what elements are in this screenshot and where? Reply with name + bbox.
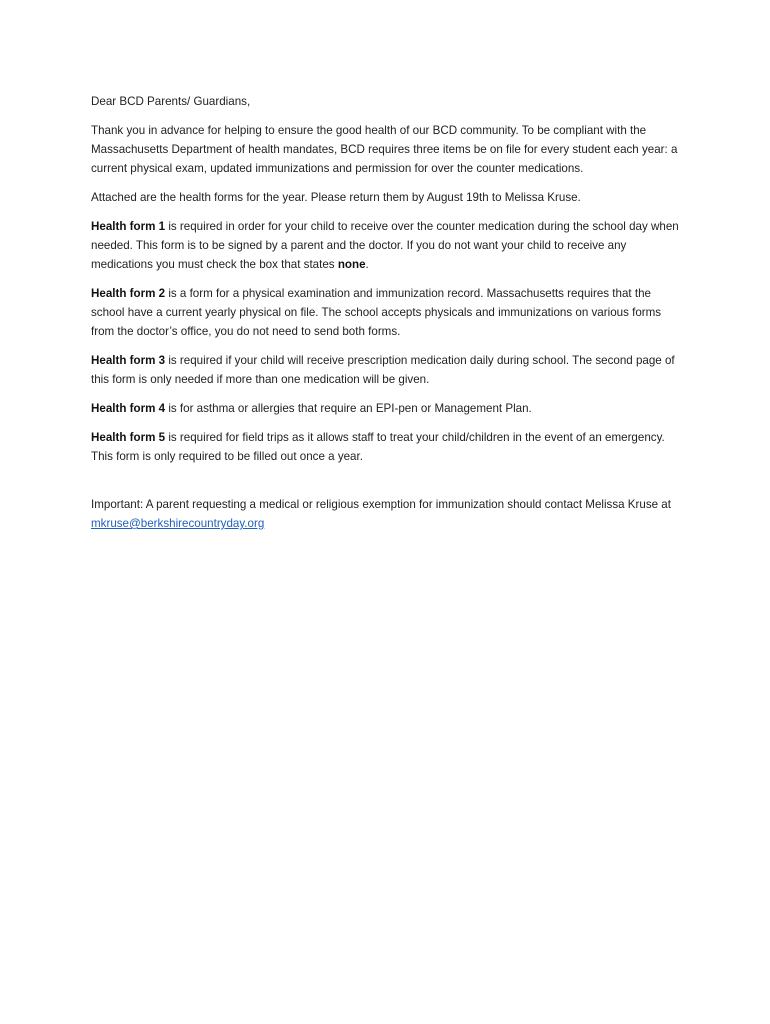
health-form-3-text: is required if your child will receive prescription medication daily during school. The second page of this form is only needed if more than one medication will be given. xyxy=(91,354,675,386)
health-form-2-paragraph xyxy=(91,284,686,341)
health-form-4-paragraph xyxy=(91,399,686,418)
health-form-3-paragraph xyxy=(91,351,686,389)
health-form-5-text: is required for field trips as it allows staff to treat your child/children in the event of an emergency. This form is only required to be filled out once a year. xyxy=(91,431,665,463)
email-link[interactable]: mkruse@berkshirecountryday.org xyxy=(91,517,265,530)
health-form-1-emphasis: none xyxy=(337,258,366,271)
health-form-5-paragraph xyxy=(91,428,686,466)
health-form-1-text: is required in order for your child to receive over the counter medication during the school day when needed. This form is to be signed by a parent and the doctor. If you do not want your child to receive any medications you must check the box that states xyxy=(91,220,679,271)
letter-body xyxy=(91,92,686,543)
health-form-5-label: Health form 5 xyxy=(91,431,166,444)
important-paragraph xyxy=(91,495,686,533)
intro-paragraph: Thank you in advance for helping to ensure the good health of our BCD community. To be compliant with the Massachusetts Department of health mandates, BCD requires three items be on file for every student each year: a current physical exam, updated immunizations and permission for over the counter medications. xyxy=(91,124,678,175)
health-form-4-text: is for asthma or allergies that require an EPI-pen or Management Plan. xyxy=(165,402,532,415)
health-form-1-label: Health form 1 xyxy=(91,220,166,233)
health-form-1-end: . xyxy=(365,258,369,271)
health-form-1-paragraph xyxy=(91,217,686,274)
health-form-3-label: Health form 3 xyxy=(91,354,166,367)
salutation: Dear BCD Parents/ Guardians, xyxy=(91,95,251,108)
important-text: Important: A parent requesting a medical or religious exemption for immunization should contact Melissa Kruse at xyxy=(91,498,671,511)
health-form-4-label: Health form 4 xyxy=(91,402,166,415)
health-form-2-text: is a form for a physical examination and immunization record. Massachusetts requires that the school have a current yearly physical on file. The school accepts physicals and immunizations on various forms from the doctor’s office, you do not need to send both forms. xyxy=(91,287,662,338)
attached-paragraph: Attached are the health forms for the year. Please return them by August 19th to Melissa Kruse. xyxy=(91,191,581,204)
health-form-2-label: Health form 2 xyxy=(91,287,166,300)
